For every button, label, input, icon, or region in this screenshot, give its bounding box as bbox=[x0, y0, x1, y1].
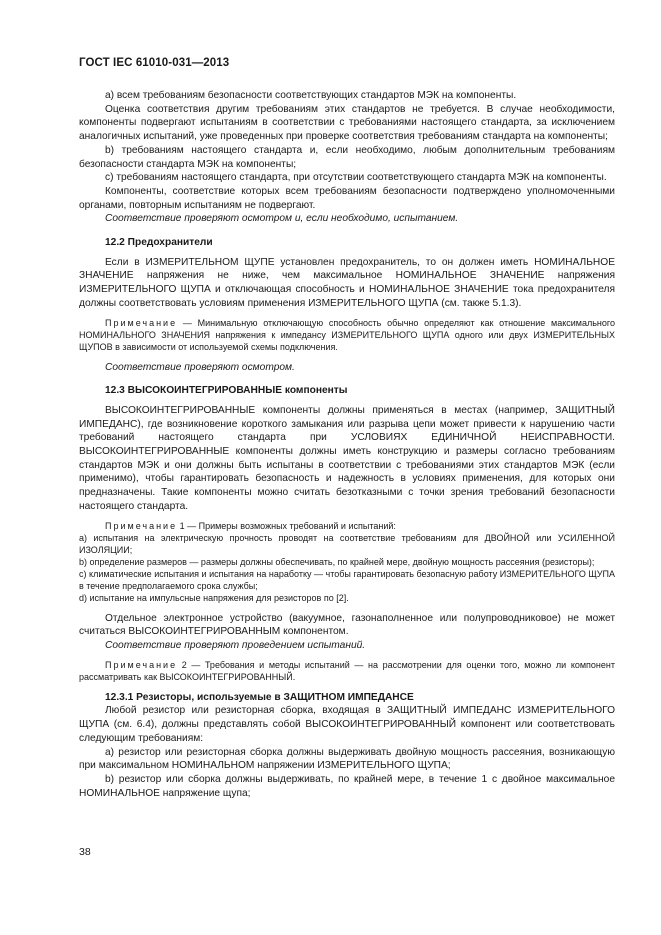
note-item: d) испытание на импульсные напряжения для резисторов по [2]. bbox=[79, 592, 349, 603]
paragraph: а) всем требованиям безопасности соответствующих стандартов МЭК на компоненты. bbox=[105, 90, 517, 101]
paragraph: Отдельное электронное устройство (вакуумное, газонаполненное или полупроводниковое) не может считаться ВЫСОКОИНТЕГРИРОВАННЫМ компонентом. bbox=[79, 612, 615, 638]
document-header: ГОСТ IEC 61010-031—2013 bbox=[79, 57, 230, 69]
note-item: b) определение размеров — размеры должны обеспечивать, по крайней мере, двойную мощность рассеяния (резисторы); bbox=[79, 556, 595, 567]
section-heading: 12.3 ВЫСОКОИНТЕГРИРОВАННЫЕ компоненты bbox=[105, 385, 348, 397]
paragraph: Если в ИЗМЕРИТЕЛЬНОМ ЩУПЕ установлен предохранитель, то он должен иметь НОМИНАЛЬНОЕ ЗНАЧЕНИЕ напряжения не ниже, чем максимальное НОМИНАЛЬНОЕ ЗНАЧЕНИЕ напряжения ИЗМЕРИТЕЛЬНОГО ЩУПА и отключающая способность и НОМИНАЛЬНОЕ ЗНАЧЕНИЕ тока предохранителя должны соответствовать условиям применения ИЗМЕРИТЕЛЬНОГО ЩУПА (см. также 5.1.3). bbox=[79, 256, 615, 309]
note-label: Примечание bbox=[105, 520, 178, 531]
compliance-statement: Соответствие проверяют проведением испытаний. bbox=[105, 639, 366, 651]
paragraph: Компоненты, соответствие которых всем требованиям безопасности подтверждено уполномоченными органами, повторным испытаниям не подвергают. bbox=[79, 185, 615, 211]
note-text: 1 — Примеры возможных требований и испытаний: bbox=[177, 520, 396, 531]
section-heading: 12.3.1 Резисторы, используемые в ЗАЩИТНОМ ИМПЕДАНСЕ bbox=[105, 691, 414, 703]
page-number: 38 bbox=[79, 846, 91, 858]
note-item: с) климатические испытания и испытания на наработку — чтобы гарантировать безопасную работу ИЗМЕРИТЕЛЬНОГО ЩУПА в течение предполагаемого срока службы; bbox=[79, 568, 615, 591]
paragraph: с) требованиям настоящего стандарта, при отсутствии соответствующего стандарта МЭК на компоненты. bbox=[105, 172, 607, 184]
note-text: — Минимальную отключающую способность обычно определяют как отношение максимального НОМИНАЛЬНОГО ЗНАЧЕНИЯ напряжения к импедансу ИЗМЕРИТЕЛЬНОГО ЩУПА одного или двух ИЗМЕРИТЕЛЬНЫХ ЩУПОВ в зависимости от используемой схемы подключения. bbox=[79, 317, 615, 352]
compliance-statement: Соответствие проверяют осмотром и, если необходимо, испытанием. bbox=[105, 213, 459, 225]
note bbox=[79, 317, 615, 353]
note-label: Примечание bbox=[105, 317, 178, 328]
note-text: 2 — Требования и методы испытаний — на рассмотрении для оценки того, можно ли компонент рассматривать как ВЫСОКОИНТЕГРИРОВАННЫЙ. bbox=[79, 659, 615, 682]
document-body bbox=[79, 89, 615, 800]
paragraph: b) требованиям настоящего стандарта и, если необходимо, любым дополнительным требованиям безопасности стандарта МЭК на компоненты; bbox=[79, 144, 615, 170]
paragraph: b) резистор или сборка должны выдерживать, по крайней мере, в течение 1 с двойное максимальное НОМИНАЛЬНОЕ напряжение щупа; bbox=[79, 773, 615, 799]
paragraph: Любой резистор или резисторная сборка, входящая в ЗАЩИТНЫЙ ИМПЕДАНС ИЗМЕРИТЕЛЬНОГО ЩУПА (см. 6.4), должны представлять собой ВЫСОКОИНТЕГРИРОВАННЫЙ компонент или соответствовать следующим требованиям: bbox=[79, 705, 615, 744]
section-heading: 12.2 Предохранители bbox=[105, 237, 213, 249]
compliance-statement: Соответствие проверяют осмотром. bbox=[105, 361, 295, 373]
note-label: Примечание bbox=[105, 659, 178, 670]
paragraph: а) резистор или резисторная сборка должны выдерживать двойную мощность рассеяния, возникающую при максимальном НОМИНАЛЬНОМ напряжении ИЗМЕРИТЕЛЬНОГО ЩУПА; bbox=[79, 746, 615, 772]
note-item: а) испытания на электрическую прочность проводят на соответствие требованиям для ДВОЙНОЙ или УСИЛЕННОЙ ИЗОЛЯЦИИ; bbox=[79, 532, 615, 555]
note bbox=[79, 659, 615, 683]
note bbox=[79, 520, 615, 532]
paragraph: ВЫСОКОИНТЕГРИРОВАННЫЕ компоненты должны применяться в местах (например, ЗАЩИТНЫЙ ИМПЕДАНС), где возникновение короткого замыкания или разрыва цепи может привести к нарушению части требований настоящего стандарта при УСЛОВИЯХ ЕДИНИЧНОЙ НЕИСПРАВНОСТИ. ВЫСОКОИНТЕГРИРОВАННЫЕ компоненты должны иметь конструкцию и размеры согласно требованиям стандартов МЭК и они должны быть испытаны в соответствии с требованиями этих стандартов МЭК (если применимо), чтобы гарантировать безопасность и надежность в условиях применения, для которых они предназначены. Такие компоненты можно считать безотказными с точки зрения требований безопасности настоящего стандарта. bbox=[79, 404, 615, 512]
paragraph: Оценка соответствия другим требованиям этих стандартов не требуется. В случае необходимости, компоненты подвергают испытаниям в соответствии с требованиями настоящего стандарта, за исключением аналогичных испытаний, уже проведенных при проверке соответствия требованиям стандарта на компоненты; bbox=[79, 103, 615, 143]
